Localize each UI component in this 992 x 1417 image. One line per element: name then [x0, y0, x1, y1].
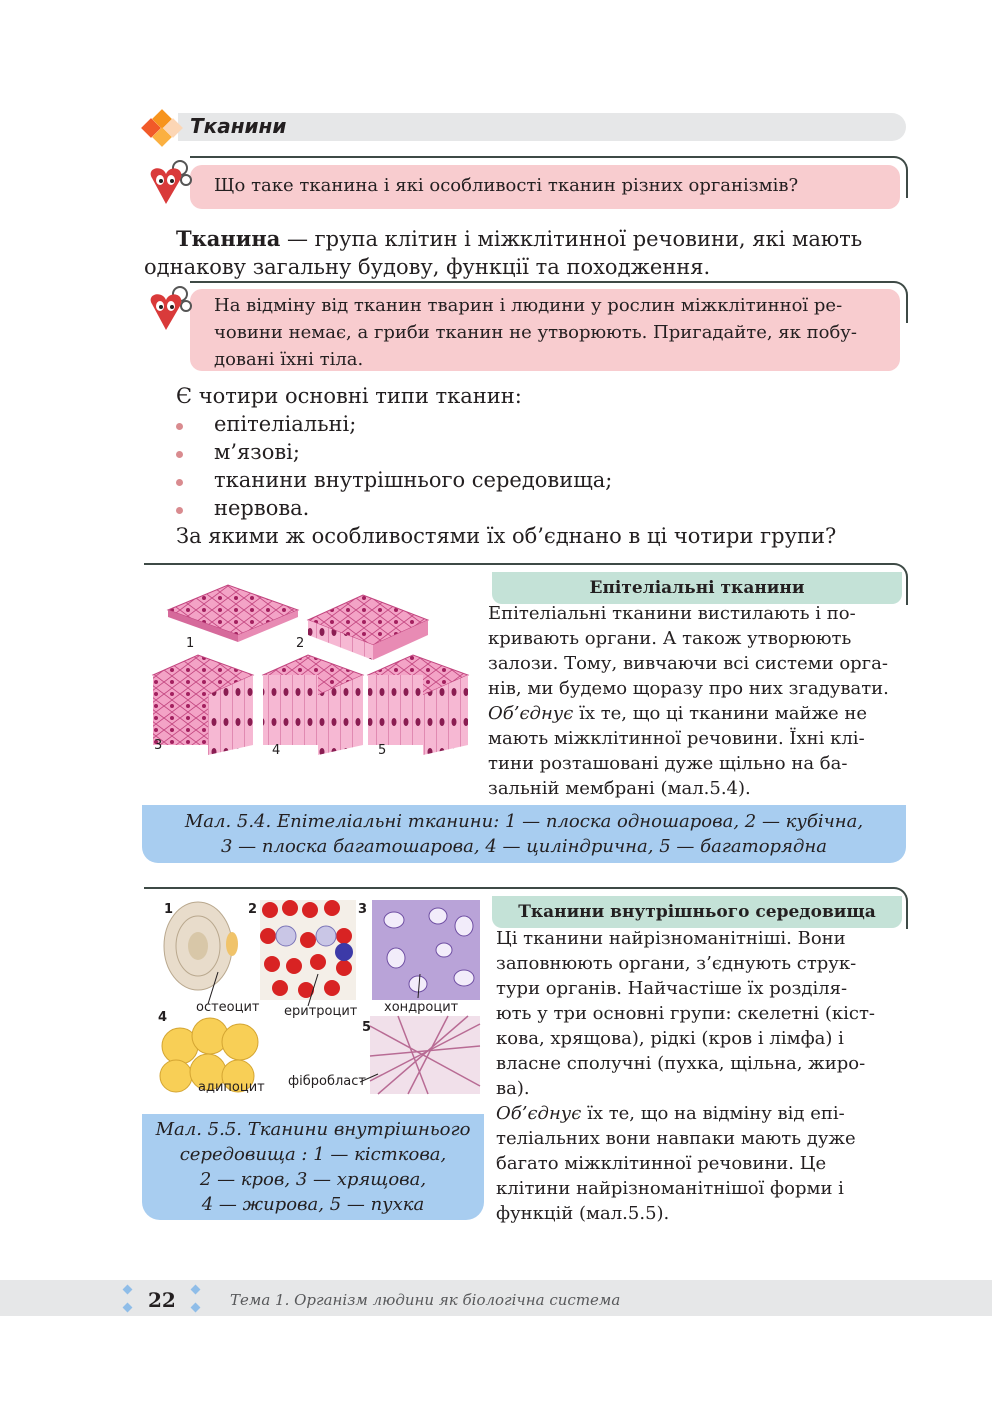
figure-label: 3	[154, 738, 163, 753]
section-diamond-icon	[140, 110, 184, 146]
epithelial-figure	[148, 580, 478, 765]
internal-header: Тканини внутрішнього середовища	[492, 896, 902, 928]
types-question: За якими ж особливостями їх об’єднано в ці чотири групи?	[176, 524, 837, 548]
types-list	[176, 410, 876, 522]
internal-caption: Мал. 5.5. Тканини внутрішнього середовища : 1 — кісткова, 2 — кров, 3 — хрящова, 4 — жирова, 5 — пухка	[142, 1114, 484, 1220]
question-callout	[190, 165, 900, 209]
figure-label: 5	[362, 1020, 372, 1035]
bullet-icon	[176, 423, 183, 430]
note-line-3: довані їхні тіла.	[214, 349, 364, 370]
question-text: Що таке тканина і які особливості тканин різних організмів?	[214, 175, 799, 196]
heart-gears-icon	[144, 158, 190, 208]
section-header-bar	[178, 113, 906, 141]
bullet-icon	[176, 451, 183, 458]
definition-term: Тканина	[176, 226, 281, 251]
list-item: тканини внутрішнього середовища;	[176, 466, 876, 494]
internal-figure	[148, 896, 484, 1096]
unites-term: Об’єднує	[488, 703, 574, 724]
figure-label: 4	[272, 743, 281, 758]
figure-label: 2	[296, 636, 305, 651]
note-line-2: човини немає, а гриби тканин не утворюють. Пригадайте, як побу-	[214, 322, 857, 343]
epithelial-text: Епітеліальні тканини вистилають і по- кривають органи. А також утворюють залози. Тому, вивчаючи всі системи орга- нів, ми будемо щоразу про них згадувати. Об’єднує їх те, що ці тканини майже не мають міжклітинної речовини. Їхні клі- тини розташовані дуже щільно на ба- зальній мембрані (мал.5.4).	[488, 603, 889, 799]
internal-text: Ці тканини найрізноманітніші. Вони заповнюють органи, з’єднують струк- тури органів. Найчастіше їх розділя- ють у три основні групи: скелетні (кіст- кова, хрящова), рідкі (кров і лімфа) і власне сполучні (пухка, щільна, жиро- ва). Об’єднує їх те, що на відміну від епі- теліальних вони навпаки мають дуже багато міжклітинної речовини. Це клітини найрізноманітнішої форми і функцій (мал.5.5).	[496, 928, 876, 1224]
erythrocyte-label: еритроцит	[284, 1004, 358, 1019]
list-item: нервова.	[176, 494, 876, 522]
bullet-icon	[176, 507, 183, 514]
note-line-1: На відміну від тканин тварин і людини у рослин міжклітинної ре-	[214, 295, 843, 316]
bullet-icon	[176, 479, 183, 486]
chondrocyte-label: хондроцит	[384, 1000, 459, 1015]
fibroblast-label: фібробласт	[288, 1074, 366, 1089]
footer-topic: Тема 1. Організм людини як біологічна система	[230, 1291, 621, 1309]
unites-term: Об’єднує	[496, 1103, 582, 1124]
list-item: епітеліальні;	[176, 410, 876, 438]
heart-gears-icon	[144, 284, 190, 334]
figure-label: 5	[378, 743, 387, 758]
figure-label: 3	[358, 902, 368, 917]
definition-line-2: однакову загальну будову, функції та походження.	[144, 255, 711, 279]
osteocyte-label: остеоцит	[196, 1000, 260, 1015]
figure-label: 1	[186, 636, 195, 651]
epithelial-header: Епітеліальні тканини	[492, 572, 902, 604]
definition-text: — група клітин і міжклітинної речовини, які мають	[280, 227, 863, 251]
list-item: м’язові;	[176, 438, 876, 466]
figure-label: 2	[248, 902, 258, 917]
page-number: 22	[148, 1288, 176, 1312]
section-title: Тканини	[190, 114, 287, 138]
definition-paragraph	[144, 225, 906, 281]
types-intro: Є чотири основні типи тканин:	[176, 384, 522, 408]
epithelial-caption: Мал. 5.4. Епітеліальні тканини: 1 — плоска одношарова, 2 — кубічна, 3 — плоска багатошарова, 4 — циліндрична, 5 — багаторядна	[142, 805, 906, 863]
adipocyte-label: адипоцит	[198, 1080, 265, 1095]
figure-label: 4	[158, 1010, 168, 1025]
note-callout	[190, 289, 900, 371]
figure-label: 1	[164, 902, 174, 917]
